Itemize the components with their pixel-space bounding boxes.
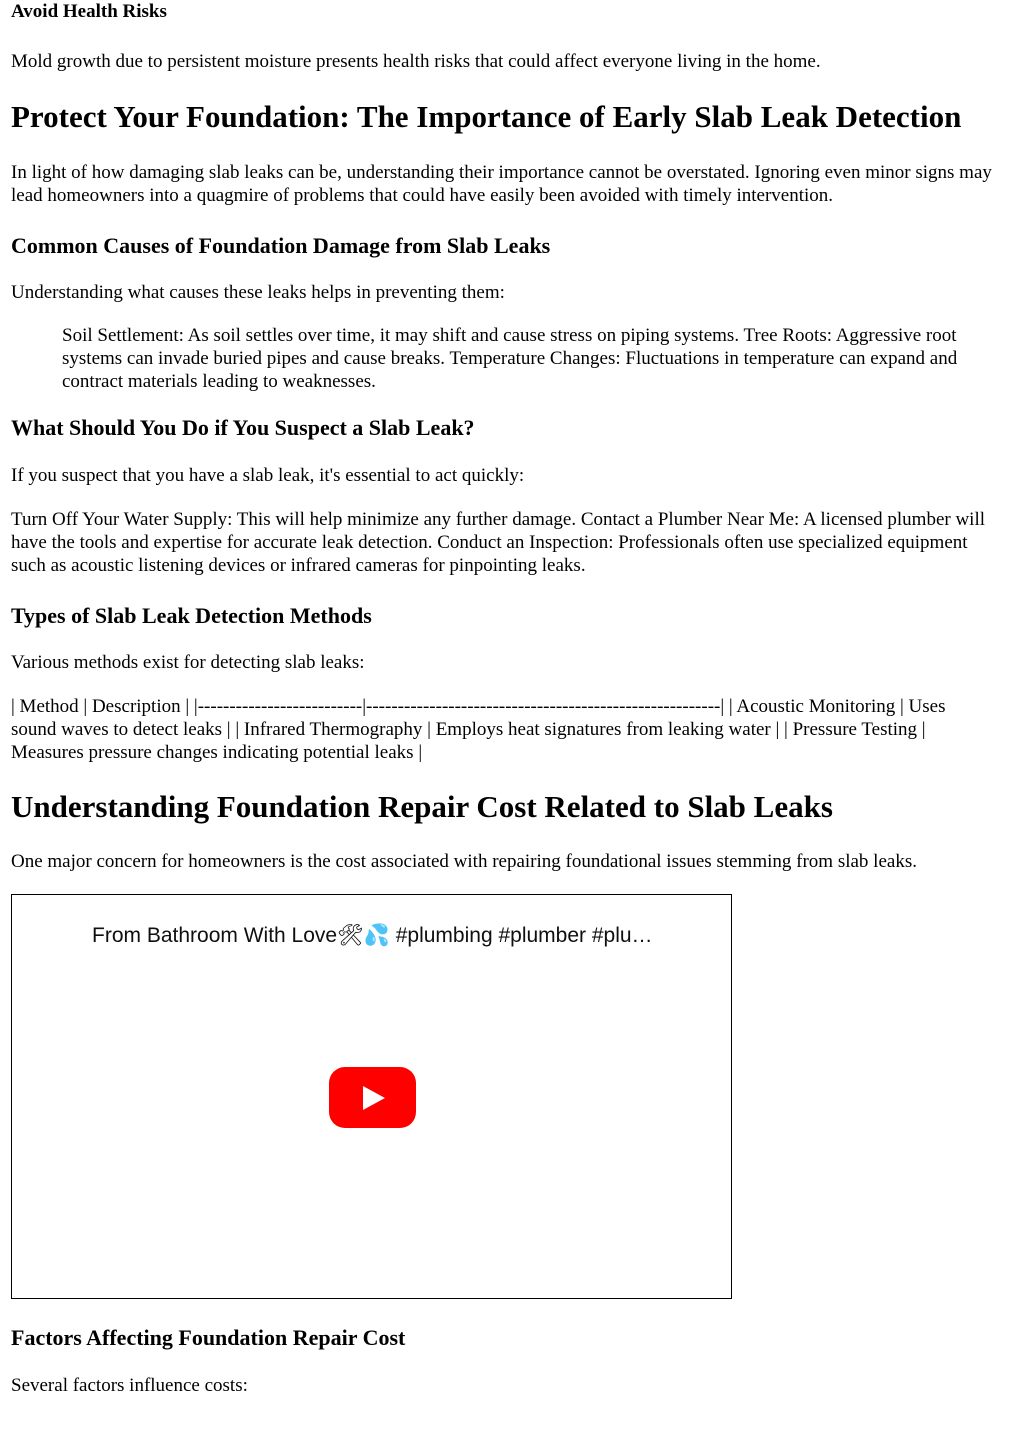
types-heading: Types of Slab Leak Detection Methods — [11, 603, 372, 628]
causes-list-text: Soil Settlement: As soil settles over time, it may shift and cause stress on piping systems. Tree Roots: Aggressive root systems can invade buried pipes and cause breaks. Temperature Changes: Fluctuations in temperature can expand and contract materials leading to weaknesses. — [62, 325, 958, 392]
types-intro: Various methods exist for detecting slab leaks: — [11, 652, 365, 673]
protect-heading: Protect Your Foundation: The Importance of Early Slab Leak Detection — [11, 99, 962, 134]
play-triangle-icon — [363, 1086, 385, 1110]
cost-paragraph: One major concern for homeowners is the cost associated with repairing foundational issues stemming from slab leaks. — [11, 851, 917, 872]
factors-heading: Factors Affecting Foundation Repair Cost — [11, 1325, 406, 1350]
suspect-steps: Turn Off Your Water Supply: This will help minimize any further damage. Contact a Plumber Near Me: A licensed plumber will have the tools and expertise for accurate leak detection. Conduct an Inspection: Professionals often use specialized equipment such as acoustic listening devices or infrared cameras for pinpointing leaks. — [11, 509, 986, 576]
video-embed[interactable] — [11, 894, 732, 1299]
protect-paragraph: In light of how damaging slab leaks can be, understanding their importance cannot be overstated. Ignoring even minor signs may lead homeowners into a quagmire of problems that could have easily been avoided with timely intervention. — [11, 162, 992, 206]
youtube-play-icon[interactable] — [329, 1067, 416, 1128]
factors-intro: Several factors influence costs: — [11, 1375, 248, 1396]
types-table-text: | Method | Description | |--------------------------|--------------------------------------------------------| | Acoustic Monitoring | Uses sound waves to detect leaks | | Infrared Thermography | Employs heat signatures from leaking water | | Pressure Testing | Measures pressure changes indicating potential leaks | — [11, 696, 946, 763]
causes-list — [11, 324, 994, 393]
health-heading: Avoid Health Risks — [11, 1, 167, 22]
causes-intro: Understanding what causes these leaks helps in preventing them: — [11, 282, 505, 303]
cost-heading: Understanding Foundation Repair Cost Related to Slab Leaks — [11, 789, 833, 824]
video-title[interactable]: From Bathroom With Love🛠💦 #plumbing #plumber #plu… — [92, 924, 653, 947]
health-paragraph: Mold growth due to persistent moisture presents health risks that could affect everyone living in the home. — [11, 51, 821, 72]
causes-heading: Common Causes of Foundation Damage from Slab Leaks — [11, 233, 551, 258]
suspect-intro: If you suspect that you have a slab leak, it's essential to act quickly: — [11, 465, 525, 486]
suspect-heading: What Should You Do if You Suspect a Slab Leak? — [11, 415, 475, 440]
